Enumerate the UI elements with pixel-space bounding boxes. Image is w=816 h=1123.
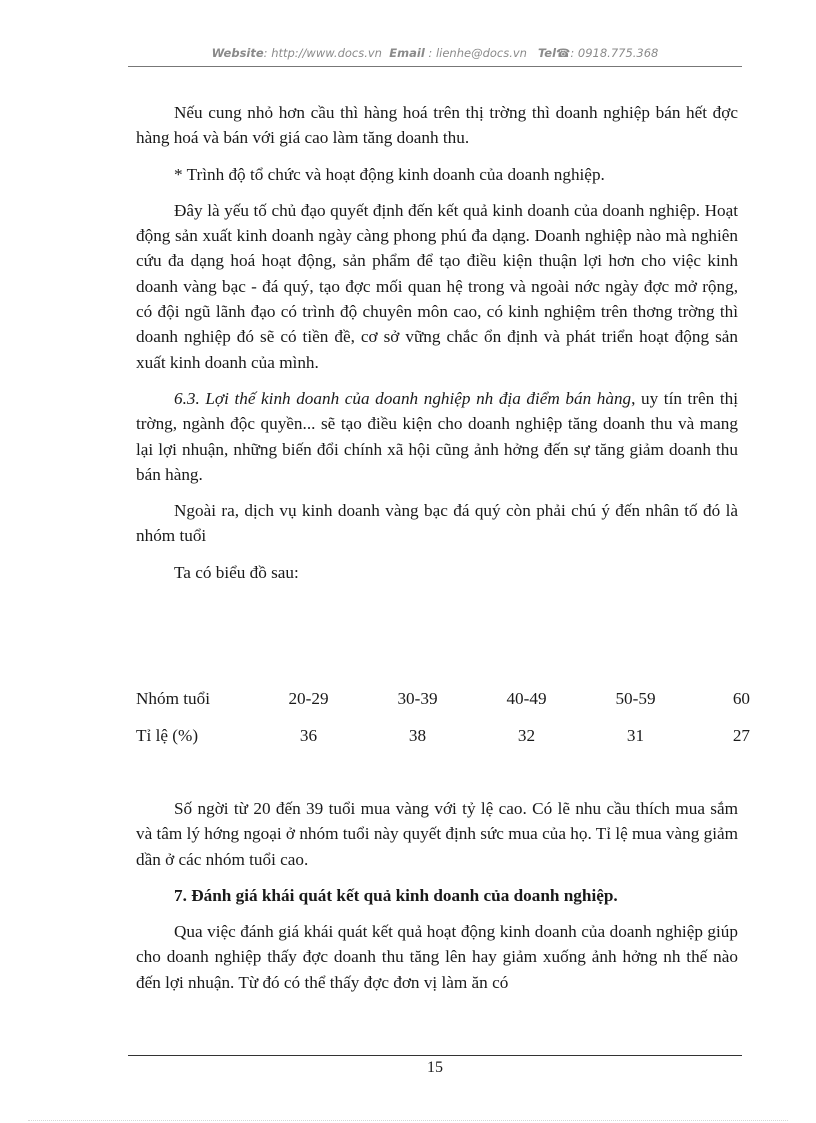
rate-cell: 32 [517,725,536,745]
tel-label: Tel [537,46,557,60]
tel-value: ☎: 0918.775.368 [556,46,659,60]
age-group-cell: 60 [732,688,750,708]
document-body [136,100,738,596]
email-label: Email [389,46,425,60]
table-row [136,717,750,754]
age-group-cell: 30-39 [397,688,438,708]
rate-cell: 36 [299,725,318,745]
section-6-3-title: 6.3. Lợi thế kinh doanh của doanh nghiệp nh địa điểm bán hàng [174,388,632,408]
document-body-continued [136,796,738,1006]
age-group-cell: 40-49 [506,688,547,708]
website-label: Website [211,46,264,60]
section-7-heading: 7. Đánh giá khái quát kết quả kinh doanh của doanh nghiệp. [174,885,618,905]
footer-divider [128,1055,742,1056]
table-row [136,680,750,717]
paragraph-business-activity: Đây là yếu tố chủ đạo quyết định đến kết quả kinh doanh của doanh nghiệp. Hoạt động sản xuất kinh doanh ngày càng phong phú đa dạng. Doanh nghiệp nào mà nghiên cứu đa dạng hoá hoạt động, sản phẩm để tạo điều kiện thuận lợi hơn cho việc kinh doanh vàng bạc - đá quý, tạo đợc mối quan hệ trong và ngoài nớc ngày đợc mở rộng, có đội ngũ lãnh đạo có trình độ chuyên môn cao, có kinh nghiệm trên thơng trờng thì doanh nghiệp đó sẽ có tiền đề, cơ sở vững chắc ổn định và phát triển hoạt động sản xuất kinh doanh của mình. [136,200,738,372]
row-label-rate: Tỉ lệ (%) [136,725,199,745]
rate-cell: 27 [732,725,750,745]
paragraph-chart-intro: Ta có biểu đồ sau: [174,562,299,582]
paragraph-age-analysis: Số ngời từ 20 đến 39 tuổi mua vàng với tỷ lệ cao. Có lẽ nhu cầu thích mua sắm và tâm lý hớng ngoại ở nhóm tuổi này quyết định sức mua của họ. Tỉ lệ mua vàng giảm dần ở các nhóm tuổi cao. [136,799,738,869]
paragraph-advantage [136,386,738,487]
paragraph-organization: * Trình độ tổ chức và hoạt động kinh doanh của doanh nghiệp. [174,164,605,184]
page-header [128,46,742,60]
website-value: : http://www.docs.vn [263,46,382,60]
rate-cell: 31 [626,725,645,745]
paragraph-age-groups: Ngoài ra, dịch vụ kinh doanh vàng bạc đá quý còn phải chú ý đến nhân tố đó là nhóm tuổi [136,501,738,546]
email-value: : lienhe@docs.vn [424,46,527,60]
section-6-3-text: , uy tín trên thị trờng, ngành độc quyền... sẽ tạo điều kiện cho doanh nghiệp tăng doanh thu và mang lại lợi nhuận, những biến đổi chính xã hội cũng ảnh hởng đến sự tăng giảm doanh thu bán hàng. [136,388,738,484]
rate-cell: 38 [408,725,427,745]
paragraph-supply-demand: Nếu cung nhỏ hơn cầu thì hàng hoá trên thị trờng thì doanh nghiệp bán hết đợc hàng hoá và bán với giá cao làm tăng doanh thu. [136,103,738,148]
page-edge [28,1120,788,1121]
age-group-cell: 20-29 [288,688,329,708]
paragraph-evaluation: Qua việc đánh giá khái quát kết quả hoạt động kinh doanh của doanh nghiệp giúp cho doanh nghiệp thấy đợc doanh thu tăng lên hay giảm xuống ảnh hởng nh thế nào đến lợi nhuận. Từ đó có thể thấy đợc đơn vị làm ăn có [136,922,738,992]
page-number: 15 [427,1059,443,1076]
header-divider [128,66,742,67]
age-group-table [136,680,750,754]
row-label-age-group: Nhóm tuổi [136,688,211,708]
age-group-cell: 50-59 [615,688,656,708]
